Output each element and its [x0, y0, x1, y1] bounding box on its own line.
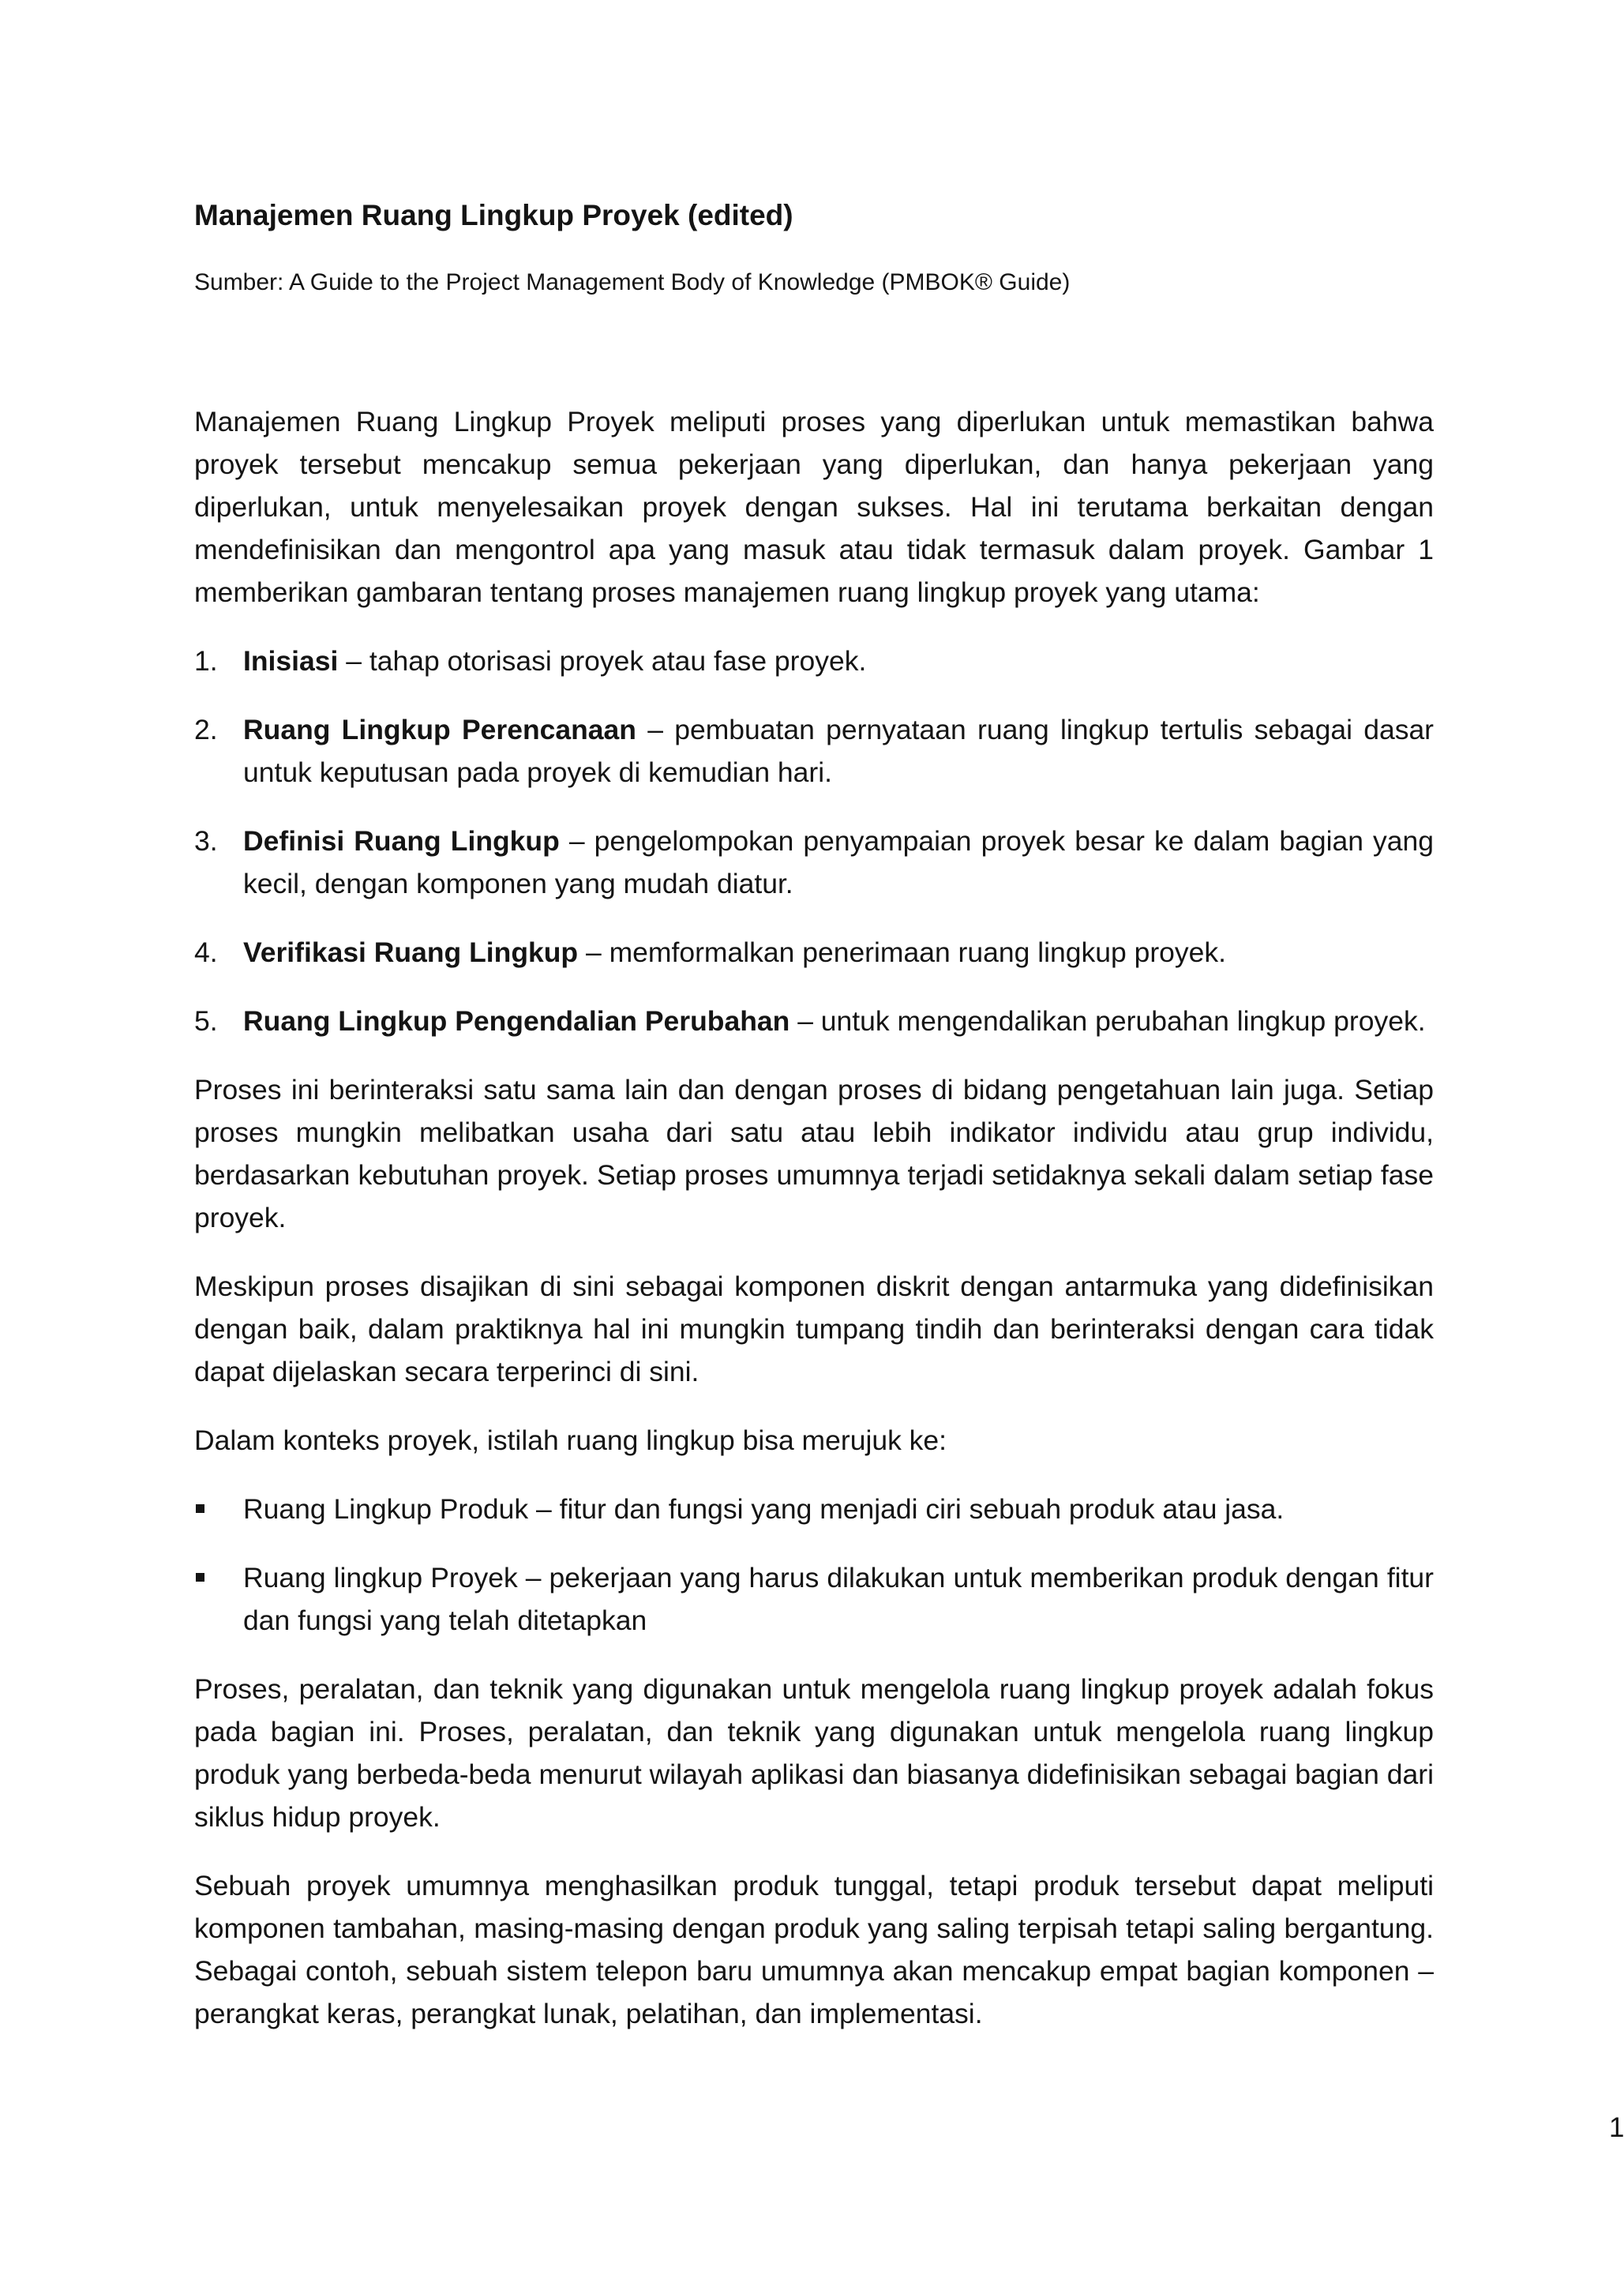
list-number: 4. [194, 937, 218, 968]
overlap-paragraph: Meskipun proses disajikan di sini sebagai komponen diskrit dengan antarmuka yang didefinisikan dengan baik, dalam praktiknya hal ini mungkin tumpang tindih dan berinteraksi dengan cara tidak dapat dijelaskan secara terperinci di sini. [194, 1271, 1434, 1387]
scope-item-product [194, 1488, 1434, 1530]
process-description: – pengelompokan penyampaian proyek besar ke dalam bagian yang kecil, dengan komponen yang mudah diatur. [243, 825, 1434, 899]
process-item-initiation [194, 640, 1434, 682]
process-description: – pembuatan pernyataan ruang lingkup tertulis sebagai dasar untuk keputusan pada proyek di kemudian hari. [243, 714, 1435, 788]
scope-item-text: Ruang Lingkup Produk – fitur dan fungsi yang menjadi ciri sebuah produk atau jasa. [243, 1493, 1285, 1525]
list-number: 1. [194, 645, 218, 677]
process-item-scope-verification [194, 931, 1434, 974]
source-citation: Sumber: A Guide to the Project Management Body of Knowledge (PMBOK® Guide) [194, 269, 1071, 295]
process-description: – untuk mengendalikan perubahan lingkup proyek. [789, 1005, 1426, 1037]
process-term: Definisi Ruang Lingkup [243, 825, 560, 857]
square-bullet-icon [196, 1504, 204, 1513]
process-item-scope-definition [194, 820, 1434, 905]
product-paragraph: Sebuah proyek umumnya menghasilkan produk tunggal, tetapi produk tersebut dapat meliputi komponen tambahan, masing-masing dengan produk yang saling terpisah tetapi saling bergantung. Sebagai contoh, sebuah sistem telepon baru umumnya akan mencakup empat bagian komponen – perangkat keras, perangkat lunak, pelatihan, dan implementasi. [194, 1870, 1434, 2029]
document-title: Manajemen Ruang Lingkup Proyek (edited) [194, 199, 793, 231]
process-item-scope-planning [194, 708, 1434, 794]
list-number: 2. [194, 714, 218, 745]
scope-item-text: Ruang lingkup Proyek – pekerjaan yang harus dilakukan untuk memberikan produk dengan fitur dan fungsi yang telah ditetapkan [243, 1562, 1434, 1636]
process-description: – memformalkan penerimaan ruang lingkup proyek. [578, 937, 1226, 968]
square-bullet-icon [196, 1573, 204, 1582]
process-description: – tahap otorisasi proyek atau fase proyek. [338, 645, 867, 677]
page-number: 1 [1609, 2112, 1624, 2143]
process-term: Verifikasi Ruang Lingkup [243, 937, 579, 968]
process-term: Ruang Lingkup Perencanaan [243, 714, 636, 745]
tools-paragraph: Proses, peralatan, dan teknik yang digunakan untuk mengelola ruang lingkup proyek adalah fokus pada bagian ini. Proses, peralatan, dan teknik yang digunakan untuk mengelola ruang lingkup produk yang berbeda-beda menurut wilayah aplikasi dan biasanya didefinisikan sebagai bagian dari siklus hidup proyek. [194, 1673, 1434, 1833]
process-list [194, 640, 1434, 1042]
intro-paragraph: Manajemen Ruang Lingkup Proyek meliputi proses yang diperlukan untuk memastikan bahwa proyek tersebut mencakup semua pekerjaan yang diperlukan, dan hanya pekerjaan yang diperlukan, untuk menyelesaikan proyek dengan sukses. Hal ini terutama berkaitan dengan mendefinisikan dan mengontrol apa yang masuk atau tidak termasuk dalam proyek. Gambar 1 memberikan gambaran tentang proses manajemen ruang lingkup proyek yang utama: [194, 406, 1434, 608]
list-number: 3. [194, 825, 218, 857]
scope-item-project [194, 1556, 1434, 1642]
interaction-paragraph: Proses ini berinteraksi satu sama lain dan dengan proses di bidang pengetahuan lain juga. Setiap proses mungkin melibatkan usaha dari satu atau lebih indikator individu atau grup individu, berdasarkan kebutuhan proyek. Setiap proses umumnya terjadi setidaknya sekali dalam setiap fase proyek. [194, 1074, 1434, 1233]
process-term: Ruang Lingkup Pengendalian Perubahan [243, 1005, 790, 1037]
document-body [194, 400, 1434, 2035]
process-term: Inisiasi [243, 645, 339, 677]
scope-type-list [194, 1488, 1434, 1642]
process-item-change-control [194, 1000, 1434, 1042]
context-paragraph: Dalam konteks proyek, istilah ruang lingkup bisa merujuk ke: [194, 1425, 947, 1456]
list-number: 5. [194, 1005, 218, 1037]
